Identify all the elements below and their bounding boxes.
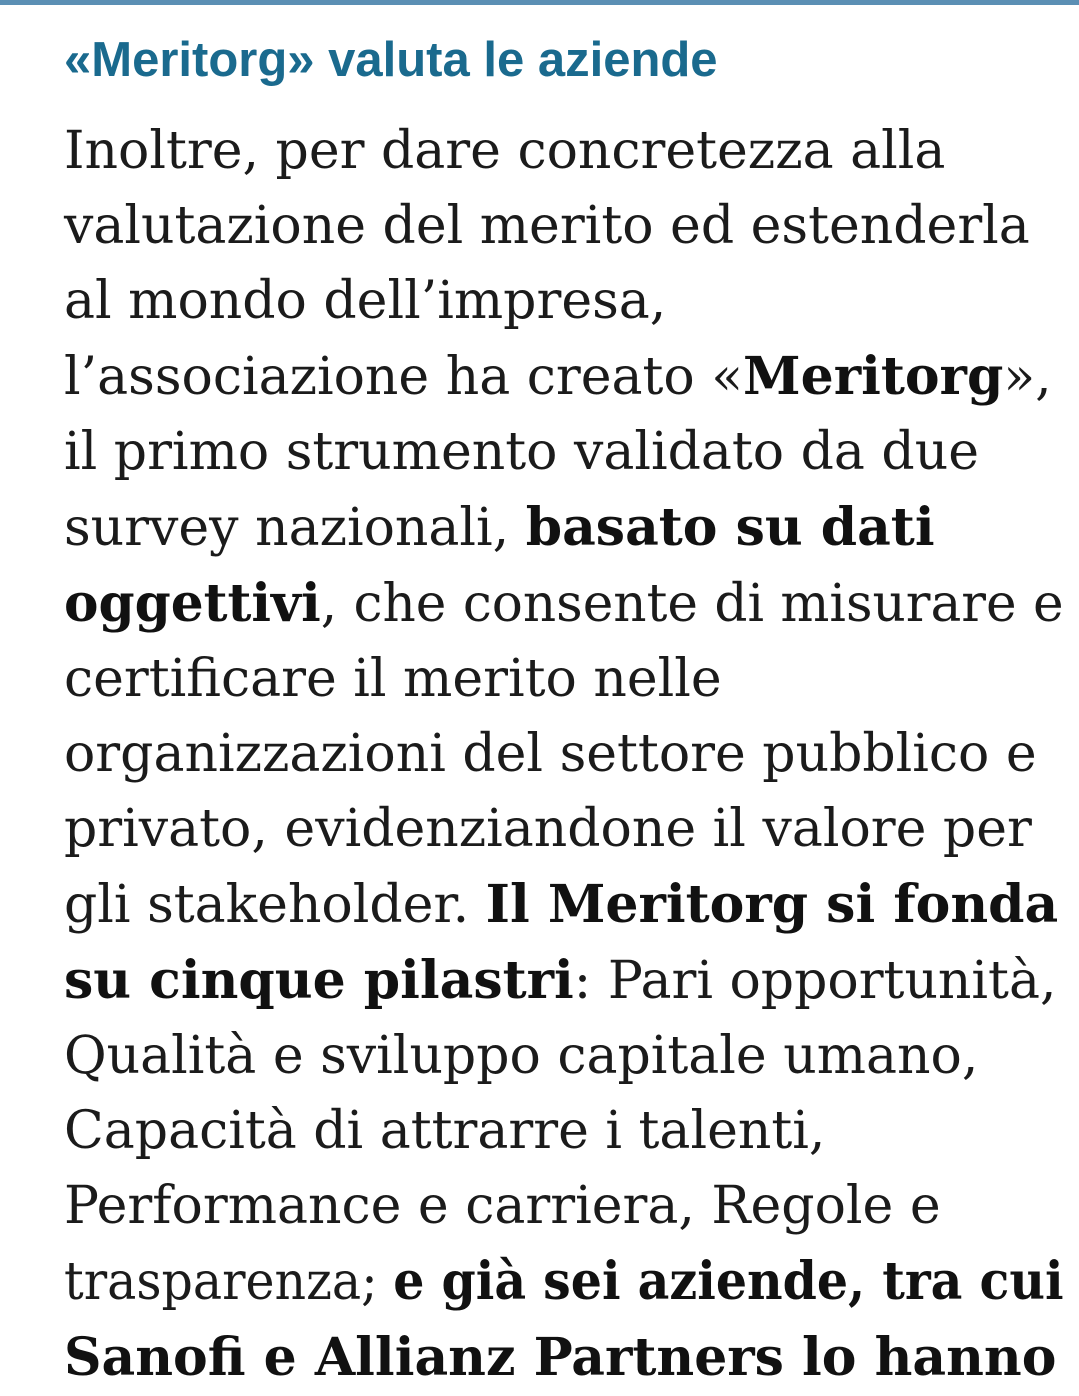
section-heading: «Meritorg» valuta le aziende	[64, 33, 718, 87]
paragraph-text: organizzazioni del settore pubblico e	[64, 724, 1037, 784]
paragraph-text: privato, evidenziandone il valore per	[64, 799, 1032, 859]
paragraph-text: valutazione del merito ed estenderla	[64, 196, 1030, 256]
bold-text: basato su dati	[525, 497, 935, 558]
paragraph-line	[64, 415, 1024, 490]
paragraph-line	[64, 1169, 1024, 1244]
paragraph-text: survey nazionali,	[64, 498, 526, 558]
paragraph-line	[64, 792, 1032, 867]
bold-text: Il Meritorg si fonda	[485, 874, 1059, 935]
paragraph-text: Qualità e sviluppo capitale umano,	[64, 1026, 979, 1086]
paragraph-line	[64, 189, 1030, 264]
top-divider	[0, 0, 1079, 5]
article-paragraph	[64, 114, 1064, 1396]
paragraph-text: : Pari opportunità,	[573, 951, 1057, 1011]
paragraph-line	[64, 114, 1024, 189]
paragraph-text: Capacità di attrarre i talenti,	[64, 1101, 826, 1161]
paragraph-line	[64, 642, 1024, 717]
bold-text: Meritorg	[743, 346, 1004, 407]
paragraph-text: certificare il merito nelle	[64, 649, 722, 709]
bold-text: e già sei aziende, tra cui	[393, 1251, 1064, 1312]
bold-text: oggettivi	[64, 573, 321, 634]
paragraph-line	[64, 867, 1059, 943]
paragraph-line	[64, 1244, 1064, 1320]
bold-text: su cinque pilastri	[64, 950, 574, 1011]
paragraph-text: al mondo dell’impresa,	[64, 271, 667, 331]
paragraph-text: Inoltre, per dare concretezza alla	[64, 121, 946, 181]
paragraph-text: l’associazione ha creato «	[64, 347, 744, 407]
paragraph-text: , che consente di misurare e	[320, 574, 1064, 634]
paragraph-line	[64, 1094, 1024, 1169]
paragraph-line	[64, 717, 1037, 792]
paragraph-line	[64, 264, 1024, 339]
paragraph-text: »,	[1003, 347, 1052, 407]
paragraph-text: il primo strumento validato da due	[64, 422, 979, 482]
paragraph-line	[64, 943, 1057, 1019]
paragraph-line	[64, 1320, 1057, 1396]
paragraph-line	[64, 490, 1024, 566]
paragraph-line	[64, 566, 1064, 642]
paragraph-text: Performance e carriera, Regole e	[64, 1176, 941, 1236]
paragraph-text: trasparenza;	[64, 1252, 394, 1312]
paragraph-line	[64, 1019, 1024, 1094]
paragraph-text: gli stakeholder.	[64, 875, 486, 935]
paragraph-line	[64, 339, 1052, 415]
bold-text: Sanofi e Allianz Partners lo hanno	[64, 1327, 1057, 1388]
article-section	[64, 28, 1064, 1396]
